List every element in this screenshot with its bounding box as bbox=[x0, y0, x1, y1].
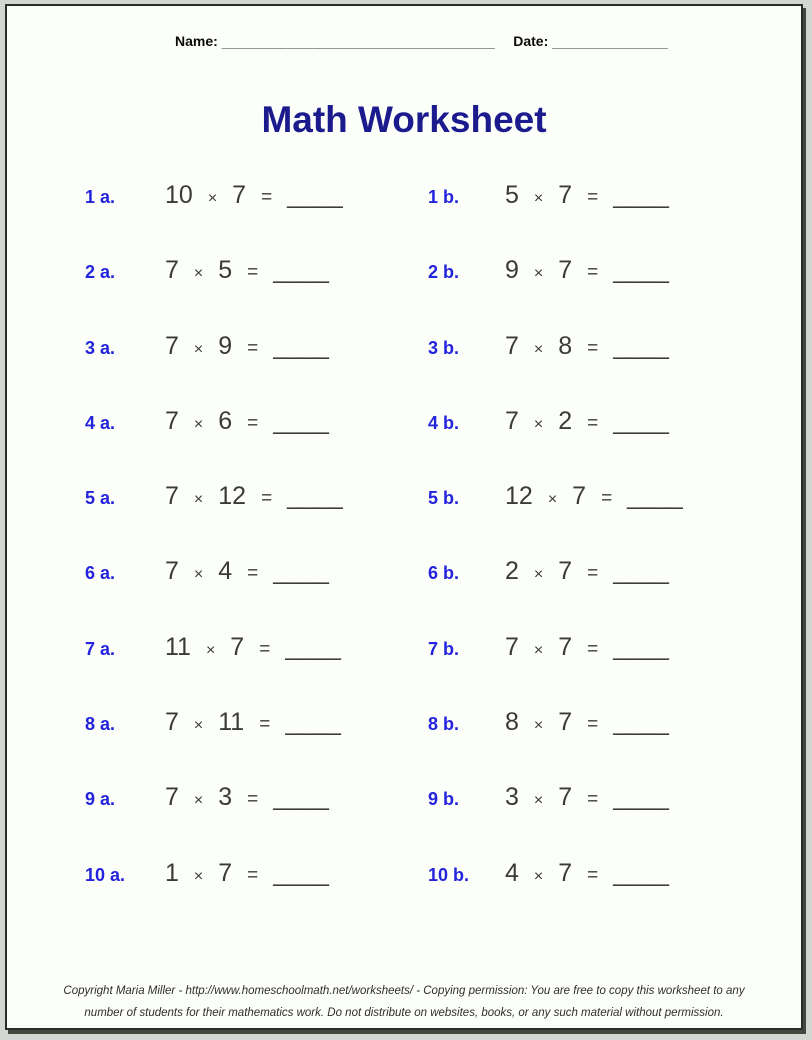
answer-blank: ____ bbox=[613, 632, 669, 661]
factor-2: 3 bbox=[218, 783, 233, 812]
equals-sign: = bbox=[261, 488, 273, 510]
problem-number: 8 b. bbox=[428, 714, 460, 735]
problem-number: 2 a. bbox=[85, 262, 116, 283]
answer-blank: ____ bbox=[273, 256, 329, 285]
problem-expression bbox=[165, 333, 329, 361]
problem-number: 3 b. bbox=[428, 337, 460, 358]
times-icon: × bbox=[207, 190, 218, 207]
problem-3b bbox=[428, 333, 793, 408]
factor-1: 7 bbox=[165, 256, 179, 285]
problem-number: 5 b. bbox=[428, 488, 460, 509]
problem-5a bbox=[85, 483, 428, 558]
times-icon: × bbox=[533, 641, 544, 659]
problem-number: 4 a. bbox=[85, 412, 116, 433]
problem-6a bbox=[85, 558, 428, 633]
factor-2: 6 bbox=[218, 406, 233, 435]
answer-blank: ____ bbox=[273, 858, 329, 887]
answer-blank: ____ bbox=[287, 482, 343, 511]
factor-1: 10 bbox=[165, 181, 193, 209]
problem-2b bbox=[428, 257, 793, 332]
times-icon: × bbox=[193, 265, 204, 283]
equals-sign: = bbox=[247, 563, 259, 585]
factor-1: 1 bbox=[165, 858, 179, 887]
problem-10b bbox=[428, 860, 793, 935]
times-icon: × bbox=[533, 265, 544, 283]
answer-blank: ____ bbox=[627, 482, 683, 511]
problem-expression bbox=[165, 257, 329, 285]
problem-1a bbox=[85, 182, 428, 257]
problem-2a bbox=[85, 257, 428, 332]
factor-2: 7 bbox=[558, 181, 573, 209]
problem-expression bbox=[165, 709, 341, 737]
factor-1: 7 bbox=[505, 632, 519, 661]
equals-sign: = bbox=[261, 187, 273, 208]
equals-sign: = bbox=[247, 412, 259, 434]
problem-expression bbox=[505, 408, 669, 436]
factor-2: 5 bbox=[218, 256, 233, 285]
page-title: Math Worksheet bbox=[261, 99, 547, 140]
factor-1: 4 bbox=[505, 858, 519, 887]
problem-expression bbox=[505, 709, 669, 737]
factor-1: 7 bbox=[505, 331, 519, 360]
times-icon: × bbox=[193, 491, 204, 509]
factor-2: 2 bbox=[558, 406, 573, 435]
factor-2: 11 bbox=[218, 708, 245, 737]
problem-5b bbox=[428, 483, 793, 558]
equals-sign: = bbox=[587, 262, 599, 284]
problem-expression bbox=[165, 634, 341, 662]
problem-expression bbox=[505, 634, 669, 662]
equals-sign: = bbox=[259, 638, 271, 660]
problem-number: 4 b. bbox=[428, 412, 460, 433]
times-icon: × bbox=[533, 867, 544, 885]
answer-blank: ____ bbox=[613, 331, 669, 360]
factor-2: 7 bbox=[558, 708, 573, 737]
answer-blank: ____ bbox=[613, 181, 669, 209]
equals-sign: = bbox=[587, 714, 599, 736]
problem-4b bbox=[428, 408, 793, 483]
times-icon: × bbox=[547, 491, 558, 509]
copyright-footer bbox=[7, 980, 801, 1024]
equals-sign: = bbox=[247, 864, 259, 886]
problem-number: 6 a. bbox=[85, 563, 116, 584]
problem-expression bbox=[505, 558, 669, 586]
factor-2: 7 bbox=[558, 256, 573, 285]
times-icon: × bbox=[193, 415, 204, 433]
answer-blank: ____ bbox=[287, 181, 343, 209]
problem-number: 7 a. bbox=[85, 638, 116, 659]
answer-blank: ____ bbox=[613, 406, 669, 435]
problem-1b bbox=[428, 182, 793, 257]
factor-1: 7 bbox=[165, 406, 179, 435]
copyright-line-1: Copyright Maria Miller - http://www.homeschoolmath.net/worksheets/ - Copying permission: You are free to copy this worksheet to any bbox=[63, 985, 745, 997]
answer-blank: ____ bbox=[273, 406, 329, 435]
factor-2: 7 bbox=[230, 632, 245, 661]
problem-number: 5 a. bbox=[85, 488, 116, 509]
equals-sign: = bbox=[247, 337, 259, 359]
date-blank-line: ______________ bbox=[552, 33, 669, 49]
factor-2: 7 bbox=[558, 632, 573, 661]
problem-4a bbox=[85, 408, 428, 483]
times-icon: × bbox=[193, 340, 204, 358]
problem-number: 10 b. bbox=[428, 864, 470, 885]
factor-1: 8 bbox=[505, 708, 519, 737]
problem-expression bbox=[505, 860, 669, 888]
problem-expression bbox=[505, 182, 669, 210]
factor-2: 7 bbox=[218, 858, 233, 887]
problem-expression bbox=[165, 182, 343, 210]
answer-blank: ____ bbox=[613, 256, 669, 285]
problem-9a bbox=[85, 784, 428, 859]
problem-expression bbox=[165, 860, 329, 888]
equals-sign: = bbox=[259, 714, 271, 736]
problem-expression bbox=[505, 257, 669, 285]
times-icon: × bbox=[533, 415, 544, 433]
times-icon: × bbox=[533, 566, 544, 584]
equals-sign: = bbox=[587, 412, 599, 434]
problem-expression bbox=[505, 483, 683, 511]
factor-2: 7 bbox=[558, 557, 573, 586]
problem-number: 6 b. bbox=[428, 563, 460, 584]
factor-1: 11 bbox=[165, 632, 191, 661]
problem-number: 3 a. bbox=[85, 337, 116, 358]
factor-1: 12 bbox=[505, 482, 533, 511]
answer-blank: ____ bbox=[613, 858, 669, 887]
factor-1: 7 bbox=[165, 331, 179, 360]
problem-8a bbox=[85, 709, 428, 784]
problem-expression bbox=[165, 408, 329, 436]
problem-7b bbox=[428, 634, 793, 709]
problem-number: 8 a. bbox=[85, 714, 116, 735]
problems-grid bbox=[85, 182, 793, 935]
factor-1: 7 bbox=[165, 482, 179, 511]
equals-sign: = bbox=[587, 187, 599, 208]
factor-1: 7 bbox=[165, 708, 179, 737]
problem-expression bbox=[165, 483, 343, 511]
problem-8b bbox=[428, 709, 793, 784]
factor-2: 9 bbox=[218, 331, 233, 360]
problem-number: 1 a. bbox=[85, 187, 116, 207]
problem-number: 10 a. bbox=[85, 864, 126, 885]
problem-9b bbox=[428, 784, 793, 859]
name-date-header bbox=[175, 33, 668, 49]
factor-1: 5 bbox=[505, 181, 519, 209]
factor-2: 7 bbox=[558, 783, 573, 812]
times-icon: × bbox=[533, 792, 544, 810]
problem-number: 2 b. bbox=[428, 262, 460, 283]
problem-expression bbox=[505, 784, 669, 812]
copyright-line-2: number of students for their mathematics work. Do not distribute on websites, books, or any such material without permission. bbox=[84, 1007, 724, 1019]
factor-2: 7 bbox=[232, 181, 247, 209]
problem-number: 9 a. bbox=[85, 789, 116, 810]
problem-number: 7 b. bbox=[428, 638, 460, 659]
equals-sign: = bbox=[587, 864, 599, 886]
name-label: Name: bbox=[175, 33, 218, 49]
answer-blank: ____ bbox=[613, 557, 669, 586]
equals-sign: = bbox=[247, 789, 259, 811]
times-icon: × bbox=[533, 340, 544, 358]
factor-2: 12 bbox=[218, 482, 247, 511]
times-icon: × bbox=[533, 717, 544, 735]
factor-1: 9 bbox=[505, 256, 519, 285]
factor-1: 2 bbox=[505, 557, 519, 586]
equals-sign: = bbox=[587, 563, 599, 585]
date-label: Date: bbox=[513, 33, 549, 49]
problem-3a bbox=[85, 333, 428, 408]
factor-2: 7 bbox=[558, 858, 573, 887]
problem-number: 9 b. bbox=[428, 789, 460, 810]
times-icon: × bbox=[193, 867, 204, 885]
factor-1: 7 bbox=[505, 406, 519, 435]
factor-2: 7 bbox=[572, 482, 587, 511]
equals-sign: = bbox=[587, 638, 599, 660]
equals-sign: = bbox=[587, 337, 599, 359]
problem-expression bbox=[165, 784, 329, 812]
times-icon: × bbox=[193, 792, 204, 810]
equals-sign: = bbox=[587, 789, 599, 811]
factor-1: 7 bbox=[165, 783, 179, 812]
problem-expression bbox=[505, 333, 669, 361]
name-blank-line: _________________________________ bbox=[221, 33, 496, 49]
problem-6b bbox=[428, 558, 793, 633]
answer-blank: ____ bbox=[273, 331, 329, 360]
times-icon: × bbox=[205, 641, 216, 659]
factor-2: 8 bbox=[558, 331, 573, 360]
problem-number: 1 b. bbox=[428, 187, 460, 207]
answer-blank: ____ bbox=[613, 783, 669, 812]
answer-blank: ____ bbox=[273, 783, 329, 812]
times-icon: × bbox=[533, 190, 544, 207]
equals-sign: = bbox=[601, 488, 613, 510]
times-icon: × bbox=[193, 566, 204, 584]
problem-10a bbox=[85, 860, 428, 935]
factor-1: 7 bbox=[165, 557, 179, 586]
problem-expression bbox=[165, 558, 329, 586]
equals-sign: = bbox=[247, 262, 259, 284]
answer-blank: ____ bbox=[285, 708, 341, 737]
factor-2: 4 bbox=[218, 557, 233, 586]
answer-blank: ____ bbox=[273, 557, 329, 586]
worksheet-page bbox=[5, 4, 803, 1030]
factor-1: 3 bbox=[505, 783, 519, 812]
answer-blank: ____ bbox=[613, 708, 669, 737]
times-icon: × bbox=[193, 717, 204, 735]
problem-7a bbox=[85, 634, 428, 709]
answer-blank: ____ bbox=[285, 632, 341, 661]
